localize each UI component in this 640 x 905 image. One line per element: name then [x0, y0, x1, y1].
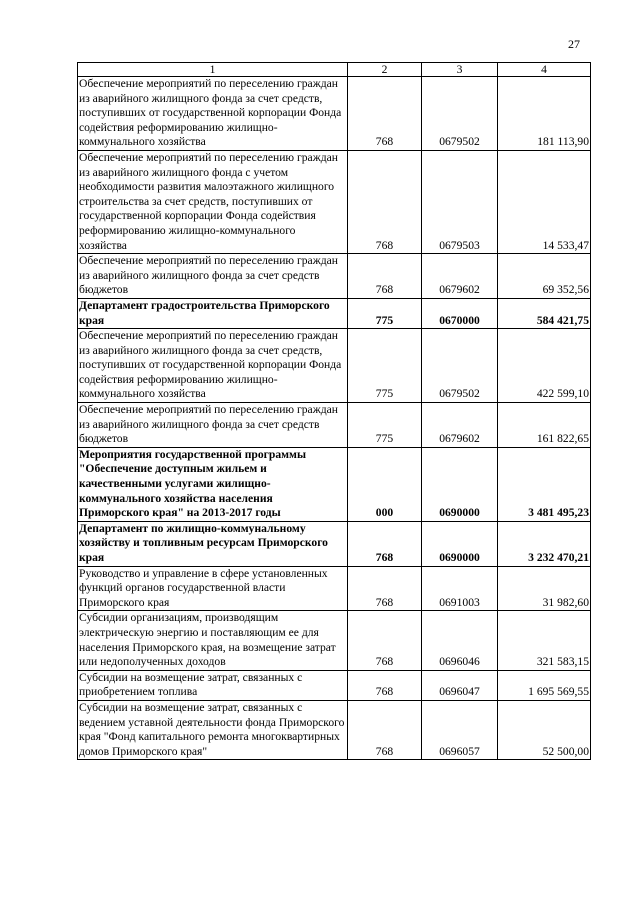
row-code-cell: 768 [348, 670, 422, 700]
budget-table [77, 62, 591, 760]
row-name-cell: Обеспечение мероприятий по переселению граждан из аварийного жилищного фонда за счет средств бюджетов [78, 254, 348, 299]
row-target-cell: 0679502 [422, 329, 498, 403]
row-name-cell: Департамент градостроительства Приморского края [78, 298, 348, 328]
row-sum-cell: 31 982,60 [498, 566, 591, 611]
row-sum-cell: 14 533,47 [498, 150, 591, 253]
row-code-cell: 768 [348, 700, 422, 759]
row-code-cell: 768 [348, 611, 422, 670]
table-row [78, 150, 591, 253]
row-target-cell: 0670000 [422, 298, 498, 328]
row-code-cell: 775 [348, 403, 422, 448]
table-row [78, 447, 591, 521]
row-sum-cell: 422 599,10 [498, 329, 591, 403]
table-row [78, 329, 591, 403]
row-code-cell: 768 [348, 150, 422, 253]
row-target-cell: 0696046 [422, 611, 498, 670]
row-name-cell: Мероприятия государственной программы "Обеспечение доступным жильем и качественными услугами жилищно-коммунального хозяйства населения Приморского края" на 2013-2017 годы [78, 447, 348, 521]
table-row [78, 254, 591, 299]
table-row [78, 700, 591, 759]
row-target-cell: 0690000 [422, 521, 498, 566]
row-target-cell: 0679602 [422, 254, 498, 299]
table-row [78, 403, 591, 448]
table-row [78, 521, 591, 566]
row-sum-cell: 52 500,00 [498, 700, 591, 759]
table-header-row [78, 63, 591, 77]
row-name-cell: Департамент по жилищно-коммунальному хозяйству и топливным ресурсам Приморского края [78, 521, 348, 566]
row-name-cell: Обеспечение мероприятий по переселению граждан из аварийного жилищного фонда с учетом необходимости развития малоэтажного жилищного строительства за счет средств, поступивших от государственной корпорации Фонда содействия реформированию жилищно-коммунального хозяйства [78, 150, 348, 253]
row-target-cell: 0679503 [422, 150, 498, 253]
table-row [78, 611, 591, 670]
row-sum-cell: 1 695 569,55 [498, 670, 591, 700]
table-row [78, 670, 591, 700]
row-sum-cell: 181 113,90 [498, 77, 591, 151]
table-row [78, 566, 591, 611]
row-sum-cell: 69 352,56 [498, 254, 591, 299]
row-code-cell: 768 [348, 254, 422, 299]
header-col-sum: 4 [498, 63, 591, 77]
row-name-cell: Руководство и управление в сфере установленных функций органов государственной власти Приморского края [78, 566, 348, 611]
row-code-cell: 768 [348, 77, 422, 151]
table-row [78, 298, 591, 328]
row-name-cell: Обеспечение мероприятий по переселению граждан из аварийного жилищного фонда за счет средств, поступивших от государственной корпорации Фонда содействия реформированию жилищно-коммунального хозяйства [78, 329, 348, 403]
row-target-cell: 0690000 [422, 447, 498, 521]
row-target-cell: 0679502 [422, 77, 498, 151]
table-row [78, 77, 591, 151]
row-sum-cell: 321 583,15 [498, 611, 591, 670]
row-code-cell: 768 [348, 566, 422, 611]
row-name-cell: Субсидии на возмещение затрат, связанных с приобретением топлива [78, 670, 348, 700]
row-target-cell: 0679602 [422, 403, 498, 448]
row-code-cell: 000 [348, 447, 422, 521]
header-col-code: 2 [348, 63, 422, 77]
row-name-cell: Субсидии организациям, производящим электрическую энергию и поставляющим ее для населения Приморского края, на возмещение затрат или недополученных доходов [78, 611, 348, 670]
row-sum-cell: 161 822,65 [498, 403, 591, 448]
row-code-cell: 775 [348, 298, 422, 328]
row-target-cell: 0696057 [422, 700, 498, 759]
row-name-cell: Обеспечение мероприятий по переселению граждан из аварийного жилищного фонда за счет средств бюджетов [78, 403, 348, 448]
page-number: 27 [568, 37, 580, 51]
row-sum-cell: 3 232 470,21 [498, 521, 591, 566]
row-name-cell: Субсидии на возмещение затрат, связанных с ведением уставной деятельности фонда Приморского края "Фонд капитального ремонта многоквартирных домов Приморского края" [78, 700, 348, 759]
header-col-target: 3 [422, 63, 498, 77]
row-code-cell: 768 [348, 521, 422, 566]
row-target-cell: 0696047 [422, 670, 498, 700]
row-sum-cell: 3 481 495,23 [498, 447, 591, 521]
row-target-cell: 0691003 [422, 566, 498, 611]
row-name-cell: Обеспечение мероприятий по переселению граждан из аварийного жилищного фонда за счет средств, поступивших от государственной корпорации Фонда содействия реформированию жилищно-коммунального хозяйства [78, 77, 348, 151]
row-sum-cell: 584 421,75 [498, 298, 591, 328]
header-col-name: 1 [78, 63, 348, 77]
row-code-cell: 775 [348, 329, 422, 403]
